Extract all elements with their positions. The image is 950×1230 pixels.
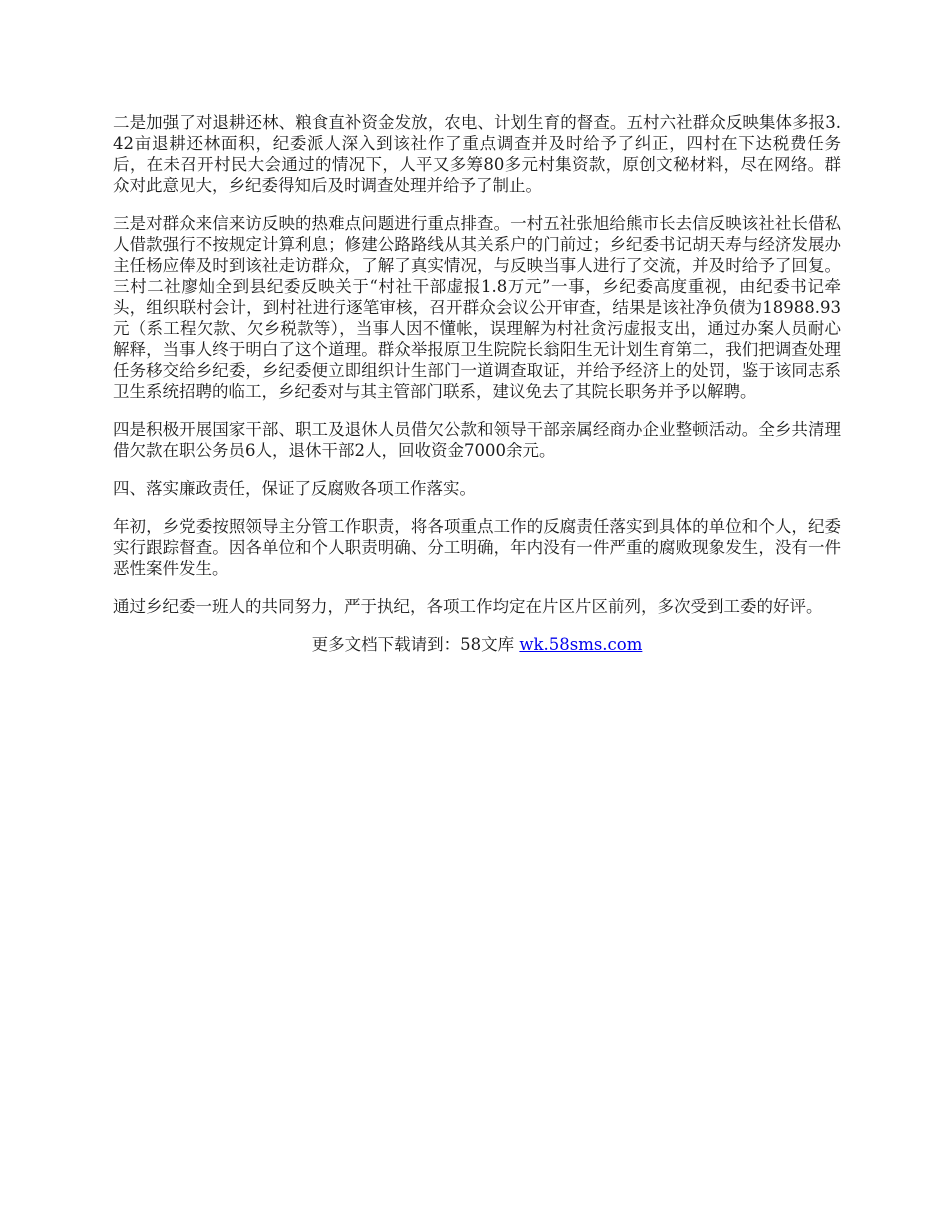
- paragraph-oversight-funds: 二是加强了对退耕还林、粮食直补资金发放，农电、计划生育的督查。五村六社群众反映集体多报3.42亩退耕还林面积，纪委派人深入到该社作了重点调查并及时给予了纠正，四村在下达税费任务后，在未召开村民大会通过的情况下，人平又多筹80多元村集资款，原创文秘材料，尽在网络。群众对此意见大，乡纪委得知后及时调查处理并给予了制止。: [113, 113, 841, 195]
- document-body: [113, 112, 841, 655]
- footer-text: 更多文档下载请到：58文库: [311, 635, 520, 654]
- section-heading-integrity-responsibility: 四、落实廉政责任，保证了反腐败各项工作落实。: [113, 479, 476, 498]
- footer-website-link[interactable]: wk.58sms.com: [519, 635, 643, 654]
- footer-download-note: [113, 634, 841, 655]
- paragraph-conclusion: 通过乡纪委一班人的共同努力，严于执纪，各项工作均定在片区片区前列，多次受到工委的好评。: [113, 597, 823, 616]
- paragraph-responsibility-implementation: 年初，乡党委按照领导主分管工作职责，将各项重点工作的反腐责任落实到具体的单位和个人，纪委实行跟踪督查。因各单位和个人职责明确、分工明确，年内没有一件严重的腐败现象发生，没有一件恶性案件发生。: [113, 517, 841, 578]
- paragraph-debt-cleanup: 四是积极开展国家干部、职工及退休人员借欠公款和领导干部亲属经商办企业整顿活动。全乡共清理借欠款在职公务员6人，退休干部2人，回收资金7000余元。: [113, 420, 841, 460]
- paragraph-petition-investigation: 三是对群众来信来访反映的热难点问题进行重点排查。一村五社张旭给熊市长去信反映该社社长借私人借款强行不按规定计算利息；修建公路路线从其关系户的门前过；乡纪委书记胡天寿与经济发展办主任杨应俸及时到该社走访群众，了解了真实情况，与反映当事人进行了交流，并及时给予了回复。三村二社廖灿全到县纪委反映关于“村社干部虚报1.8万元”一事，乡纪委高度重视，由纪委书记牵头，组织联村会计，到村社进行逐笔审核，召开群众会议公开审查，结果是该社净负债为18988.93元（系工程欠款、欠乡税款等），当事人因不懂帐，误理解为村社贪污虚报支出，通过办案人员耐心解释，当事人终于明白了这个道理。群众举报原卫生院院长翁阳生无计划生育第二，我们把调查处理任务移交给乡纪委，乡纪委便立即组织计生部门一道调查取证，并给予经济上的处罚，鉴于该同志系卫生系统招聘的临工，乡纪委对与其主管部门联系，建议免去了其院长职务并予以解聘。: [113, 214, 841, 401]
